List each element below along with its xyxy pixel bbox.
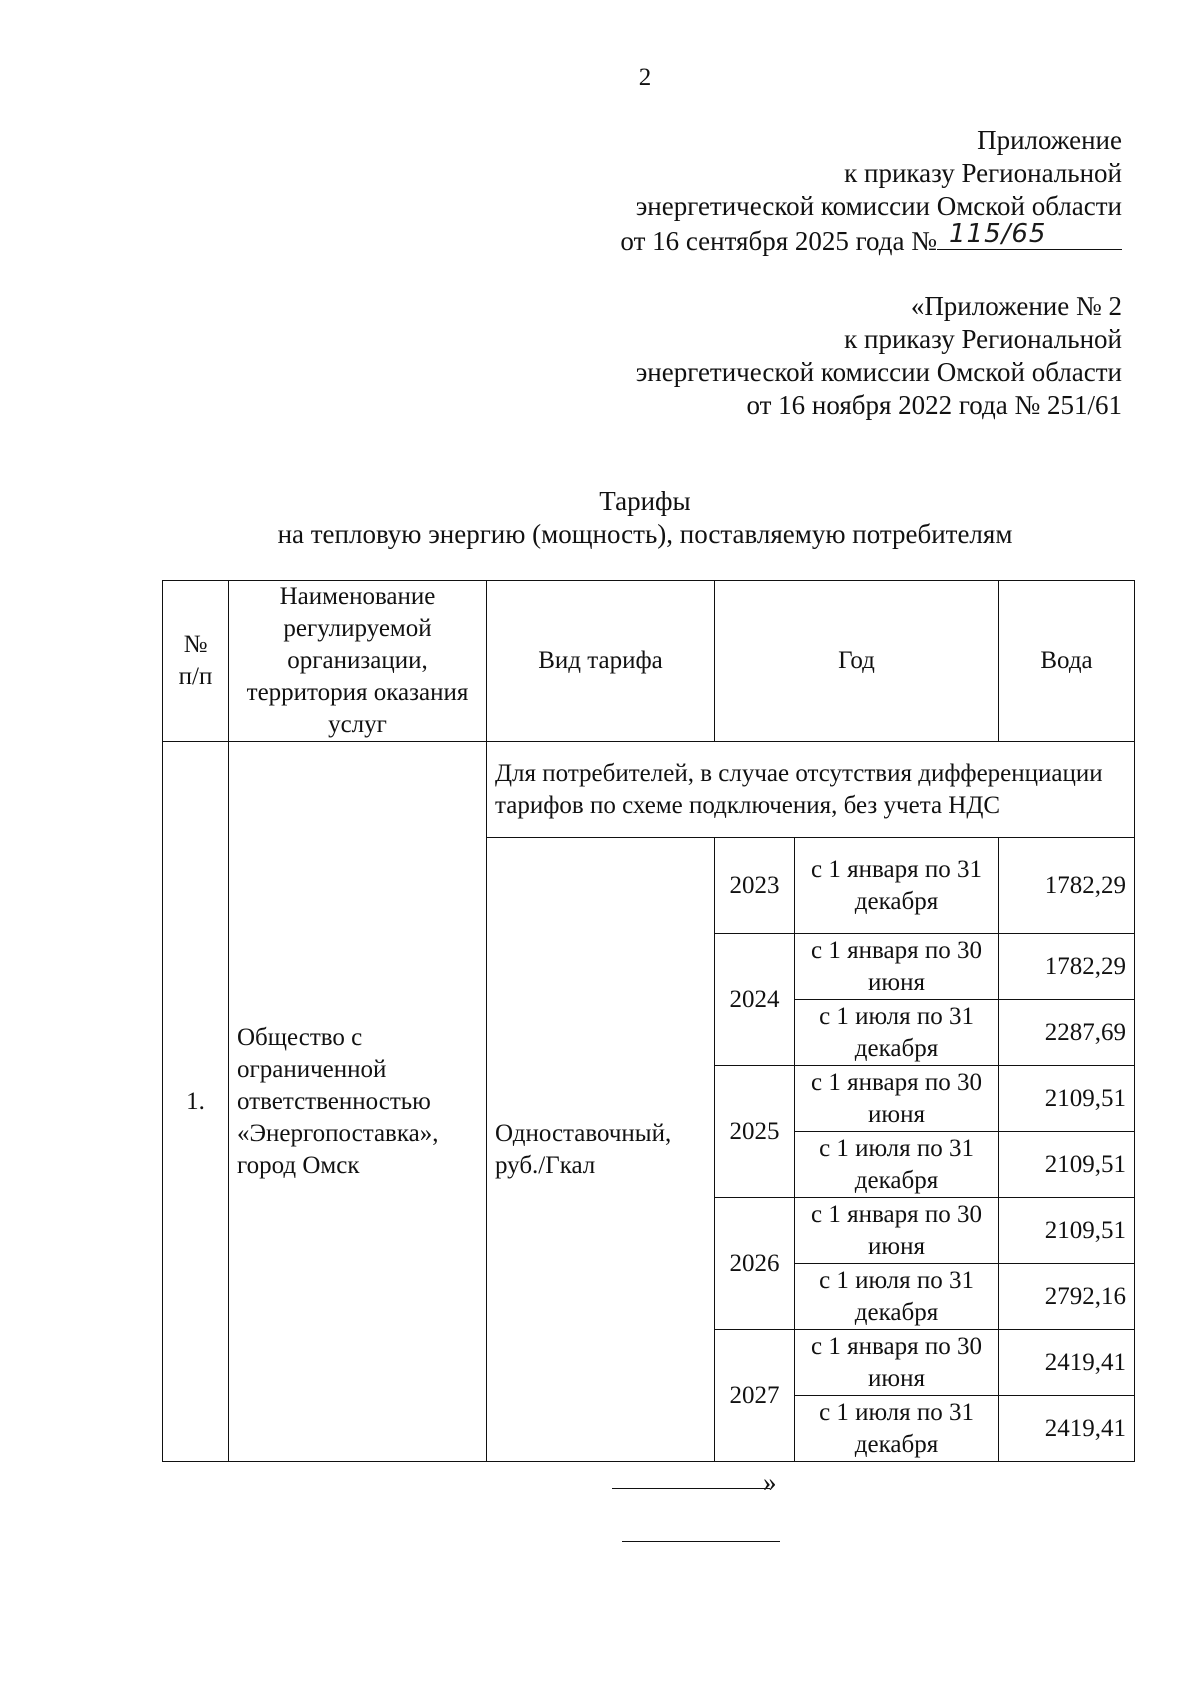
previous-appendix-title: «Приложение № 2 [910, 291, 1122, 321]
row-tariff-type: Одноставочный, руб./Гкал [487, 838, 715, 1462]
consumer-group-row [163, 742, 1135, 838]
order-number-field [937, 219, 1122, 250]
order-number-handwritten: 115/65 [949, 219, 1047, 249]
previous-appendix-commission: энергетической комиссии Омской области [635, 357, 1122, 387]
tariff-table [162, 580, 1135, 1462]
period-cell: с 1 января по 30 июня [795, 1066, 999, 1132]
header-tariff-type: Вид тарифа [487, 581, 715, 742]
appendix-title: Приложение [977, 125, 1122, 155]
year-cell: 2024 [715, 934, 795, 1066]
tariff-value: 2419,41 [999, 1330, 1135, 1396]
end-divider [622, 1541, 780, 1542]
title-subtitle: на тепловую энергию (мощность), поставляемую потребителям [277, 519, 1013, 549]
appendix-date-line [620, 219, 1122, 258]
year-cell: 2023 [715, 838, 795, 934]
year-cell: 2027 [715, 1330, 795, 1462]
appendix-order-ref: к приказу Региональной [844, 158, 1122, 188]
appendix-header [620, 124, 1122, 258]
appendix-commission: энергетической комиссии Омской области [635, 191, 1122, 221]
tariff-value: 2792,16 [999, 1264, 1135, 1330]
header-water: Вода [999, 581, 1135, 742]
previous-appendix-date: от 16 ноября 2022 года № 251/61 [746, 390, 1122, 420]
tariff-value: 2419,41 [999, 1396, 1135, 1462]
period-cell: с 1 января по 30 июня [795, 934, 999, 1000]
previous-appendix-order-ref: к приказу Региональной [844, 324, 1122, 354]
page-number: 2 [638, 64, 652, 91]
consumer-group: Для потребителей, в случае отсутствия дифференциации тарифов по схеме подключения, без учета НДС [487, 742, 1135, 838]
tariff-value: 2287,69 [999, 1000, 1135, 1066]
period-cell: с 1 июля по 31 декабря [795, 1132, 999, 1198]
signature-line [612, 1488, 770, 1489]
header-year: Год [715, 581, 999, 742]
tariff-value: 2109,51 [999, 1132, 1135, 1198]
period-cell: с 1 января по 31 декабря [795, 838, 999, 934]
closing-quote: » [763, 1467, 777, 1497]
tariff-value: 2109,51 [999, 1066, 1135, 1132]
period-cell: с 1 июля по 31 декабря [795, 1396, 999, 1462]
year-cell: 2026 [715, 1198, 795, 1330]
header-organization: Наименование регулируемой организации, территория оказания услуг [229, 581, 487, 742]
tariff-value: 1782,29 [999, 934, 1135, 1000]
table-header-row [163, 581, 1135, 742]
appendix-date: от 16 сентября 2025 года № [620, 226, 937, 256]
period-cell: с 1 июля по 31 декабря [795, 1000, 999, 1066]
tariff-value: 1782,29 [999, 838, 1135, 934]
document-title [0, 485, 1200, 551]
period-cell: с 1 июля по 31 декабря [795, 1264, 999, 1330]
tariff-value: 2109,51 [999, 1198, 1135, 1264]
previous-appendix-header [636, 290, 1122, 422]
header-number: № п/п [163, 581, 229, 742]
row-number: 1. [163, 742, 229, 1462]
year-cell: 2025 [715, 1066, 795, 1198]
period-cell: с 1 января по 30 июня [795, 1330, 999, 1396]
title-main: Тарифы [599, 486, 691, 516]
period-cell: с 1 января по 30 июня [795, 1198, 999, 1264]
row-organization: Общество с ограниченной ответственностью «Энергопоставка», город Омск [229, 742, 487, 1462]
